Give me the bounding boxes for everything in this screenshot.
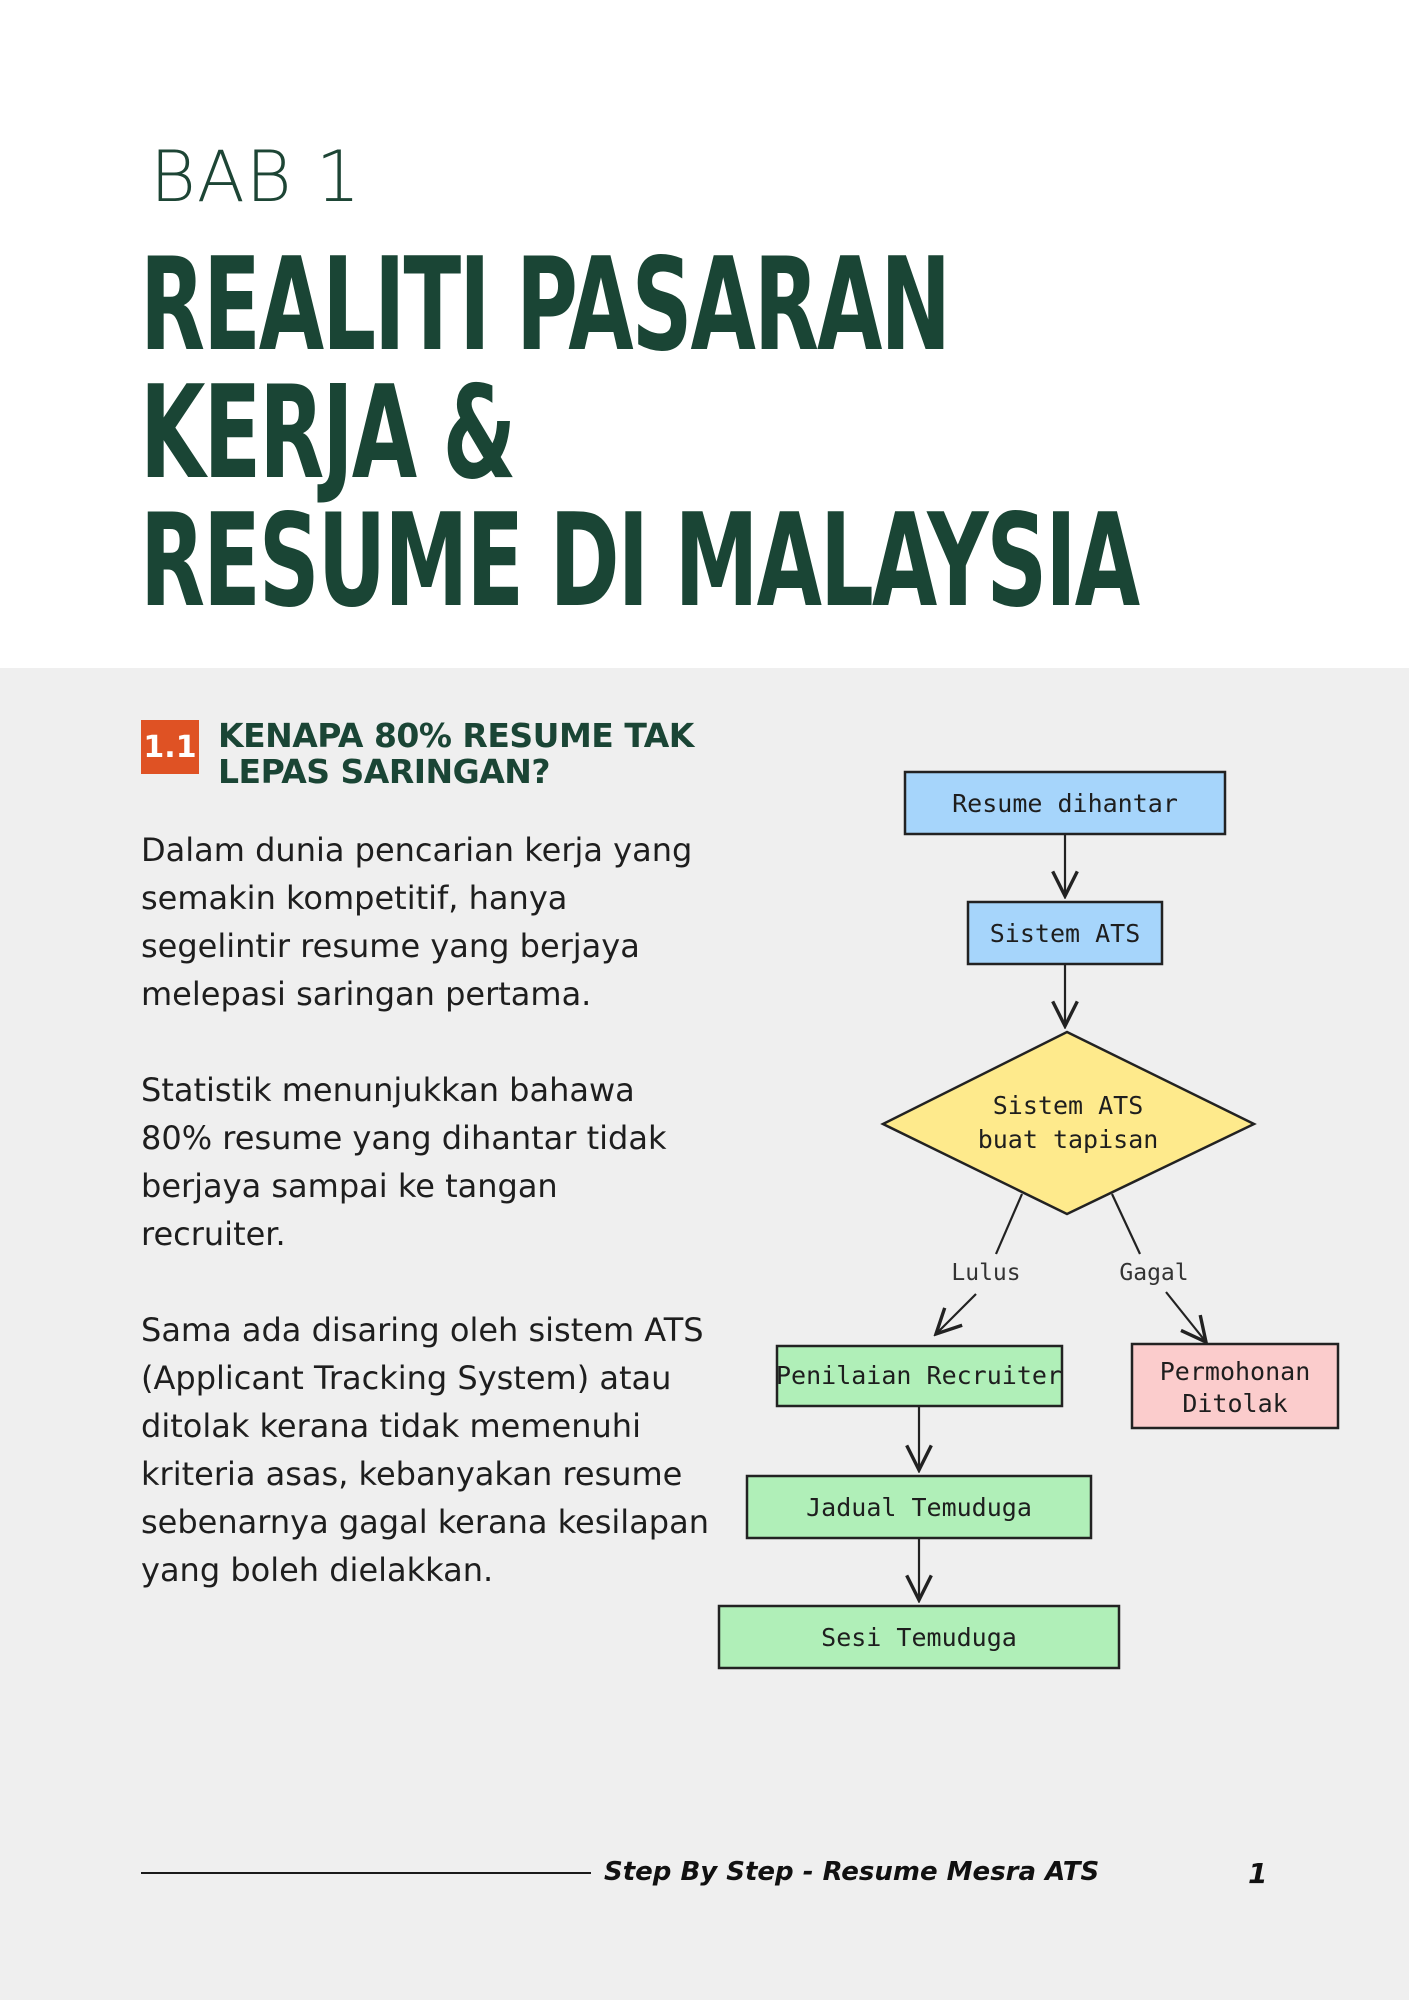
title-line-3: RESUME DI MALAYSIA xyxy=(140,487,1139,636)
chapter-label: BAB 1 xyxy=(150,136,362,218)
page-number: 1 xyxy=(1248,1857,1268,1890)
node-interview-session xyxy=(719,1606,1119,1668)
decision-label-2: buat tapisan xyxy=(977,1125,1159,1154)
section-number-badge: 1.1 xyxy=(141,720,199,774)
title-line-1: REALITI PASARAN xyxy=(140,231,950,380)
node-ats-system xyxy=(968,902,1162,964)
node-rejected-label-2: Ditolak xyxy=(1182,1389,1288,1418)
arrow-pass-lower xyxy=(936,1294,976,1334)
node-rejected-label-1: Permohonan xyxy=(1159,1357,1311,1386)
ats-flowchart xyxy=(700,750,1360,1690)
fail-label: Gagal xyxy=(1119,1260,1189,1286)
node-resume-sent-label: Resume dihantar xyxy=(952,789,1178,818)
body-text xyxy=(141,826,711,1642)
node-recruiter-review xyxy=(776,1346,1062,1406)
arrow-fail-upper xyxy=(1112,1194,1140,1254)
node-recruiter-review-label: Penilaian Recruiter xyxy=(776,1361,1062,1390)
paragraph-3: Sama ada disaring oleh sistem ATS (Applicant Tracking System) atau ditolak kerana tidak memenuhi kriteria asas, kebanyakan resume sebenarnya gagal kerana kesilapan yang boleh dielakkan. xyxy=(141,1311,709,1589)
paragraph-2: Statistik menunjukkan bahawa 80% resume yang dihantar tidak berjaya sampai ke tangan recruiter. xyxy=(141,1071,667,1253)
node-resume-sent xyxy=(905,772,1225,834)
title-line-2: KERJA & xyxy=(140,359,515,508)
node-ats-decision xyxy=(883,1032,1254,1214)
header-area xyxy=(0,0,1409,668)
node-rejected xyxy=(1132,1344,1338,1428)
page-title xyxy=(140,231,1139,636)
arrow-pass-upper xyxy=(996,1194,1022,1254)
footer-text: Step By Step - Resume Mesra ATS xyxy=(604,1857,1100,1887)
node-interview-session-label: Sesi Temuduga xyxy=(821,1623,1017,1652)
node-interview-schedule xyxy=(747,1476,1091,1538)
node-ats-system-label: Sistem ATS xyxy=(989,919,1141,948)
arrow-fail-lower xyxy=(1166,1292,1206,1342)
pass-label: Lulus xyxy=(951,1260,1021,1286)
decision-label-1: Sistem ATS xyxy=(992,1091,1144,1120)
section-title: KENAPA 80% RESUME TAK LEPAS SARINGAN? xyxy=(218,716,694,791)
node-interview-schedule-label: Jadual Temuduga xyxy=(806,1493,1032,1522)
paragraph-1: Dalam dunia pencarian kerja yang semakin kompetitif, hanya segelintir resume yang berjaya melepasi saringan pertama. xyxy=(141,831,693,1013)
footer-divider xyxy=(141,1872,591,1874)
